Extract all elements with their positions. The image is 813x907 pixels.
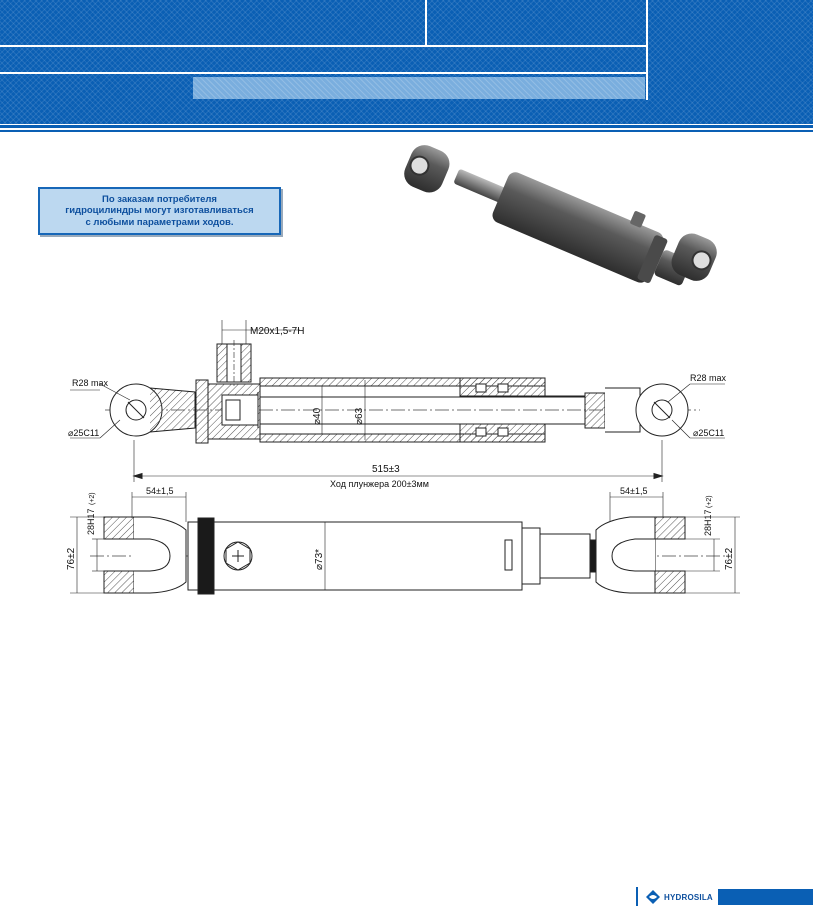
height-label-left: 76±2 xyxy=(66,547,77,570)
footer-page-tab xyxy=(718,889,813,905)
slot-label-right: 28Н17 xyxy=(703,509,713,536)
section-view xyxy=(70,320,725,482)
body-dia-label: ⌀73* xyxy=(314,548,325,570)
footer-divider xyxy=(636,887,638,906)
port-thread-label: M20x1,5-7H xyxy=(250,326,305,337)
length-label: 515±3 xyxy=(372,464,400,475)
radius-label-right: R28 max xyxy=(690,373,727,383)
bore-dia-label: ⌀63 xyxy=(354,407,365,425)
slot-tol-right: (+2) xyxy=(706,495,713,508)
hydrosila-logo-icon xyxy=(645,889,661,905)
eye-width-label-left: 54±1,5 xyxy=(146,486,174,496)
pin-label-right: ⌀25С11 xyxy=(693,428,725,438)
stroke-label: Ход плунжера 200±3мм xyxy=(330,479,429,489)
slot-label-left: 28Н17 xyxy=(86,508,96,535)
notice-text: По заказам потребителя гидроцилиндры могут изготавливаться с любыми параметрами ходов. xyxy=(65,193,254,228)
footer-logo xyxy=(645,889,713,905)
slot-tol-left: (+2) xyxy=(89,492,96,505)
plan-view xyxy=(70,492,740,594)
footer-brand: HYDROSILA xyxy=(664,892,713,902)
cylinder-render xyxy=(400,141,721,299)
rod-dia-label: ⌀40 xyxy=(312,407,323,425)
radius-label-left: R28 max xyxy=(72,378,109,388)
pin-label-left: ⌀25С11 xyxy=(68,428,100,438)
eye-width-label-right: 54±1,5 xyxy=(620,486,648,496)
height-label-right: 76±2 xyxy=(724,547,735,570)
